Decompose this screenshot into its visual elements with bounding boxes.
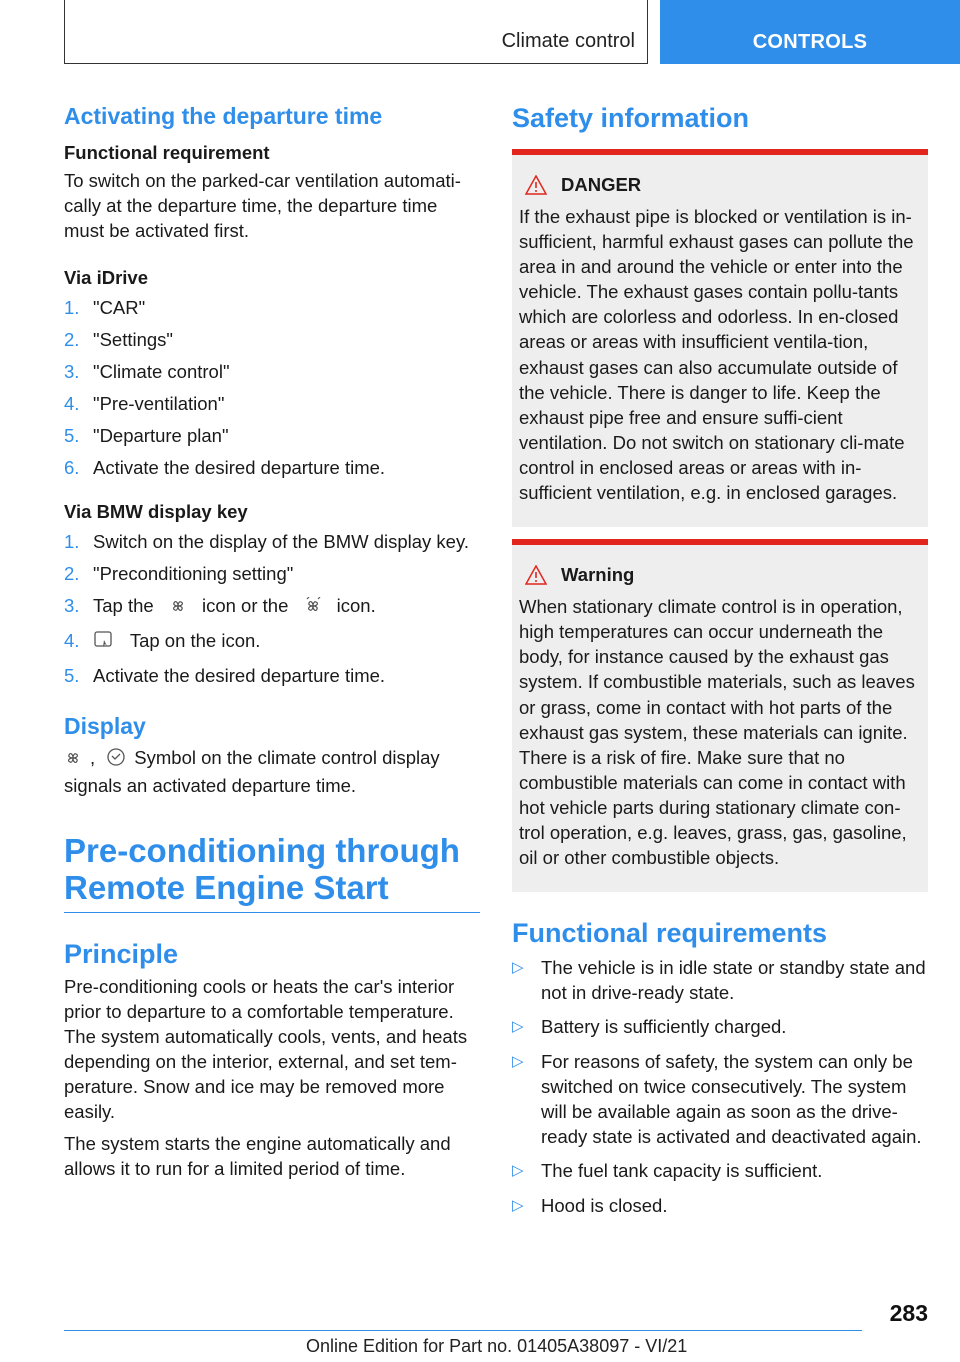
list-item: 2. "Preconditioning setting" <box>64 562 294 584</box>
left-column <box>64 96 480 1181</box>
heading-activating-departure: Activating the departure time <box>64 103 383 129</box>
clock-icon <box>106 747 126 773</box>
footer-edition: Online Edition for Part no. 01405A38097 - VI/21 <box>306 1336 688 1356</box>
header-section-title: Climate control <box>501 30 635 52</box>
heading-display: Display <box>64 713 146 739</box>
phone-icon <box>93 630 113 656</box>
functional-requirements-list <box>512 951 928 1221</box>
list-item: 4. "Pre-ventilation" <box>64 392 225 414</box>
header-chapter-tab[interactable] <box>660 0 960 64</box>
list-item: 4. Tap on the icon. <box>64 624 480 659</box>
fan-icon <box>169 596 187 621</box>
functional-requirement-text: To switch on the parked-car ventilation automati-cally at the departure time, the departure time must be activated first. <box>64 170 461 241</box>
list-item: 1. "CAR" <box>64 296 146 318</box>
heading-preconditioning: Pre-conditioning through Remote Engine Start <box>64 832 480 913</box>
principle-text-1: Pre-conditioning cools or heats the car's interior prior to departure to a comfortable temperature. The system automatically cools, vents, and heats depending on the interior, external, and set tem-perature. Snow and ice may be removed more easily. <box>64 976 468 1122</box>
list-item: 3. "Climate control" <box>64 360 230 382</box>
list-item: ▷ The vehicle is in idle state or standby state and not in drive-ready state. <box>512 956 926 1003</box>
header-section-box <box>64 0 648 64</box>
list-item: ▷ Hood is closed. <box>512 1194 668 1216</box>
warning-title: Warning <box>519 563 922 587</box>
list-item: 6. Activate the desired departure time. <box>64 456 386 478</box>
heading-safety-information: Safety information <box>512 103 750 133</box>
list-item: 5. Activate the desired departure time. <box>64 664 386 686</box>
idrive-steps <box>64 291 480 483</box>
list-item: 5. "Departure plan" <box>64 424 229 446</box>
footer-divider <box>64 1330 862 1331</box>
warning-box <box>512 539 928 892</box>
warning-triangle-icon <box>525 175 547 195</box>
heading-functional-requirement: Functional requirement <box>64 142 270 163</box>
danger-box <box>512 149 928 527</box>
principle-text-2: The system starts the engine automatically and allows it to run for a limited period of time. <box>64 1133 451 1179</box>
list-item: 1. Switch on the display of the BMW display key. <box>64 530 469 552</box>
warning-text: When stationary climate control is in operation, high temperatures can occur underneath the body, for instance caused by the exhaust gas system. If combustible materials, such as leaves or grass, come in contact with hot parts of the exhaust gas system, these materials can ignite. There is a risk of fire. Make sure that no combustible materials can come in contact with hot vehicle parts during stationary climate con-trol operation, e.g. leaves, grass, gas, gasoline, oil or other combustible objects. <box>519 596 915 869</box>
list-item: 2. "Settings" <box>64 328 173 350</box>
fan-icon <box>64 748 82 773</box>
fan-heat-icon <box>304 596 322 621</box>
list-item: ▷ For reasons of safety, the system can only be switched on twice consecutively. The system will be available again as soon as the drive-ready state is activated and deactivated again. <box>512 1050 922 1147</box>
page-number: 283 <box>889 1300 928 1326</box>
heading-via-display-key: Via BMW display key <box>64 501 248 522</box>
header-chapter-label: CONTROLS <box>752 31 868 53</box>
warning-triangle-icon <box>525 565 547 585</box>
list-item: 3. Tap the icon or the icon. <box>64 589 480 624</box>
display-key-steps <box>64 525 480 691</box>
heading-functional-requirements: Functional requirements <box>512 918 828 949</box>
danger-title: DANGER <box>519 173 922 197</box>
heading-principle: Principle <box>64 939 179 969</box>
danger-text: If the exhaust pipe is blocked or ventilation is in-sufficient, harmful exhaust gases can pollute the area in and around the vehicle or enter into the vehicle. The exhaust gases contain pollu-tants which are colorless and odorless. In en-closed areas or areas with insufficient ventila-tion, exhaust gases can also accumulate outside of the vehicle. There is danger to life. Keep the exhaust pipe free and ensure suffi-cient ventilation. Do not switch on stationary cli-mate control in enclosed areas or areas with in-sufficient ventilation, e.g. in enclosed garages. <box>519 206 914 504</box>
display-text: , Symbol on the climate control display signals an activated departure time. <box>64 747 440 796</box>
list-item: ▷ Battery is sufficiently charged. <box>512 1016 787 1038</box>
list-item: ▷ The fuel tank capacity is sufficient. <box>512 1160 823 1182</box>
right-column <box>512 96 928 1221</box>
heading-via-idrive: Via iDrive <box>64 267 148 288</box>
